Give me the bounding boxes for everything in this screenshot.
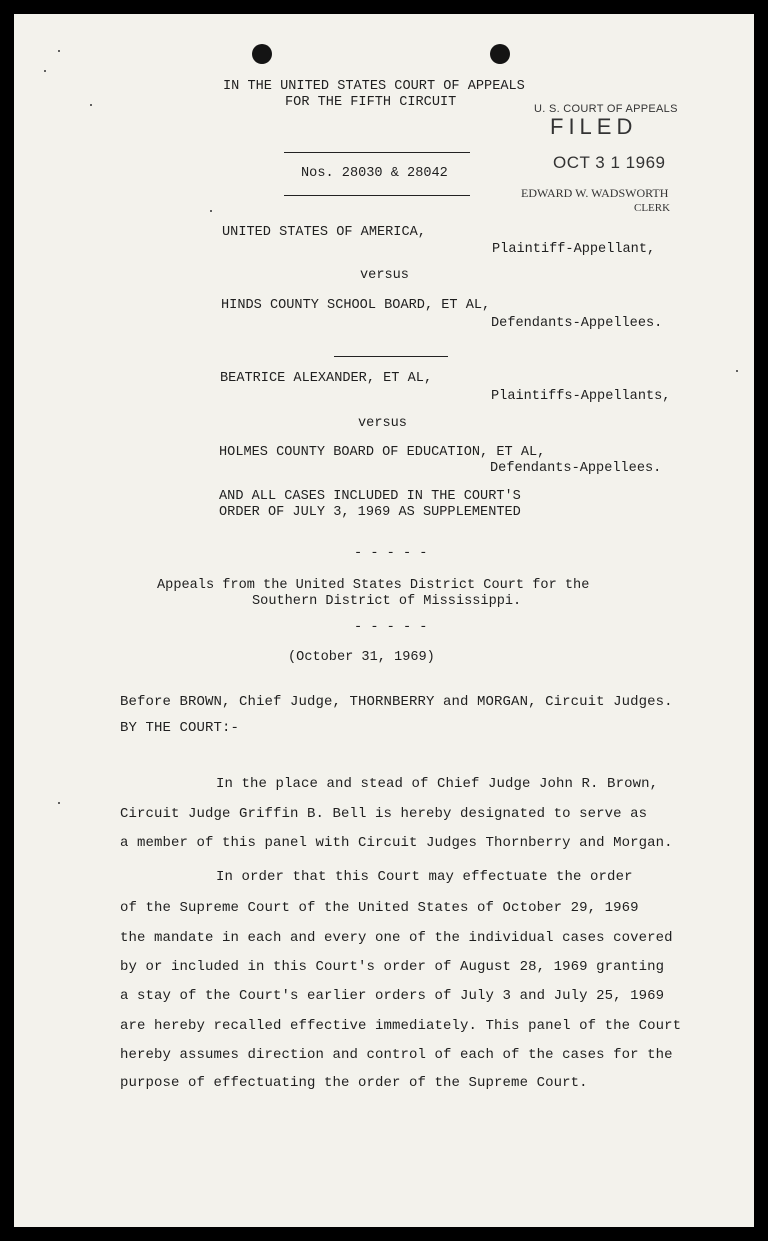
paragraph2-line: a stay of the Court's earlier orders of July 3 and July 25, 1969 bbox=[120, 988, 665, 1004]
filed-stamp-court: U. S. COURT OF APPEALS bbox=[534, 103, 678, 115]
opinion-date: (October 31, 1969) bbox=[288, 650, 435, 665]
paragraph2-line: hereby assumes direction and control of each of the cases for the bbox=[120, 1047, 673, 1063]
before-line: Before BROWN, Chief Judge, THORNBERRY and MORGAN, Circuit Judges. bbox=[120, 694, 673, 710]
role-plaintiff-appellant: Plaintiff-Appellant, bbox=[492, 242, 656, 257]
paragraph1-line: a member of this panel with Circuit Judges Thornberry and Morgan. bbox=[120, 835, 673, 851]
appeal-line1: Appeals from the United States District Court for the bbox=[157, 578, 590, 593]
versus-2: versus bbox=[358, 416, 407, 431]
paragraph1-line: Circuit Judge Griffin B. Bell is hereby designated to serve as bbox=[120, 806, 648, 822]
paragraph1-line: In the place and stead of Chief Judge John R. Brown, bbox=[216, 776, 659, 792]
paragraph2-line: the mandate in each and every one of the individual cases covered bbox=[120, 930, 673, 946]
separator-1: - - - - - bbox=[354, 546, 428, 561]
rule-top bbox=[284, 152, 470, 153]
role-defendants-appellees-1: Defendants-Appellees. bbox=[491, 316, 663, 331]
court-name-line2: FOR THE FIFTH CIRCUIT bbox=[285, 95, 457, 110]
filed-stamp-date: OCT 3 1 1969 bbox=[553, 153, 666, 172]
case-numbers: Nos. 28030 & 28042 bbox=[301, 166, 448, 181]
role-defendants-appellees-2: Defendants-Appellees. bbox=[490, 461, 662, 476]
paragraph2-line: purpose of effectuating the order of the Supreme Court. bbox=[120, 1075, 588, 1091]
also-cases-line2: ORDER OF JULY 3, 1969 AS SUPPLEMENTED bbox=[219, 505, 521, 520]
filed-stamp-clerk-name: EDWARD W. WADSWORTH bbox=[521, 186, 669, 200]
paragraph2-line: are hereby recalled effective immediately. This panel of the Court bbox=[120, 1018, 682, 1034]
also-cases-line1: AND ALL CASES INCLUDED IN THE COURT'S bbox=[219, 489, 521, 504]
speck bbox=[736, 370, 738, 372]
separator-2: - - - - - bbox=[354, 620, 428, 635]
punch-hole-left bbox=[252, 44, 272, 64]
filed-stamp-filed: FILED bbox=[550, 114, 638, 139]
speck bbox=[210, 210, 212, 212]
by-the-court: BY THE COURT:- bbox=[120, 720, 240, 736]
party-beatrice-alexander: BEATRICE ALEXANDER, ET AL, bbox=[220, 371, 433, 386]
speck bbox=[44, 70, 46, 72]
party-holmes-county: HOLMES COUNTY BOARD OF EDUCATION, ET AL, bbox=[219, 445, 546, 460]
speck bbox=[58, 50, 60, 52]
party-united-states: UNITED STATES OF AMERICA, bbox=[222, 225, 426, 240]
role-plaintiffs-appellants: Plaintiffs-Appellants, bbox=[491, 389, 671, 404]
versus-1: versus bbox=[360, 268, 409, 283]
speck bbox=[58, 802, 60, 804]
rule-middle bbox=[334, 356, 448, 357]
appeal-line2: Southern District of Mississippi. bbox=[252, 594, 522, 609]
document-page bbox=[14, 14, 754, 1227]
paragraph2-line: by or included in this Court's order of August 28, 1969 granting bbox=[120, 959, 665, 975]
rule-bottom bbox=[284, 195, 470, 196]
punch-hole-right bbox=[490, 44, 510, 64]
paragraph2-line: In order that this Court may effectuate the order bbox=[216, 869, 633, 885]
paragraph2-line: of the Supreme Court of the United States of October 29, 1969 bbox=[120, 900, 639, 916]
speck bbox=[90, 104, 92, 106]
court-name-line1: IN THE UNITED STATES COURT OF APPEALS bbox=[223, 79, 525, 94]
party-hinds-county: HINDS COUNTY SCHOOL BOARD, ET AL, bbox=[221, 298, 491, 313]
filed-stamp-clerk-title: CLERK bbox=[634, 202, 671, 214]
